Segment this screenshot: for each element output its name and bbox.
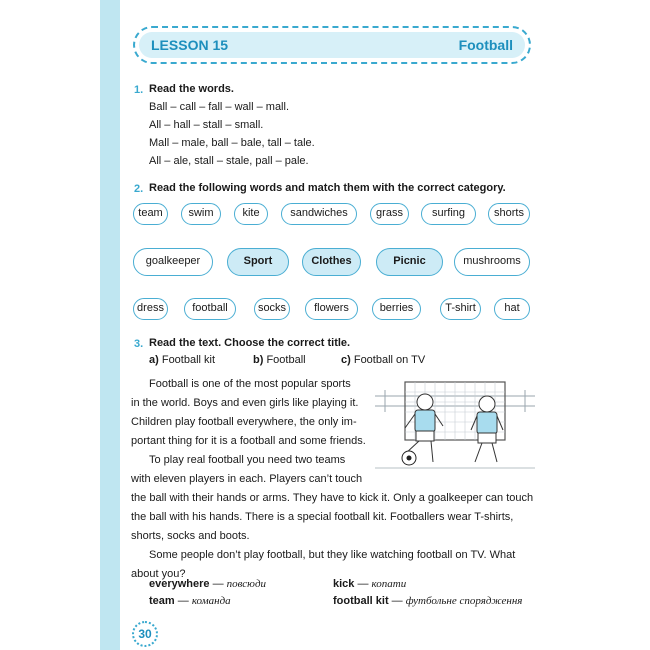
word-pill: berries (372, 298, 421, 320)
exercise-3-title: Read the text. Choose the correct title. (149, 337, 351, 349)
text-line: To play real football you need two teams (149, 454, 346, 466)
text-line: Football is one of the most popular sports (149, 378, 351, 390)
option-a: a) Football kit (149, 354, 216, 366)
word-pill: shorts (488, 203, 530, 225)
glossary-entry: football kit — футбольне спорядження (333, 595, 523, 607)
text-line: with eleven players in each. Players can’t touch (131, 473, 363, 485)
word-pill: grass (370, 203, 409, 225)
text-line: about you? (131, 568, 186, 580)
category-pill-picnic: Picnic (376, 248, 443, 276)
word-pill: surfing (421, 203, 476, 225)
word-pill: sandwiches (281, 203, 357, 225)
text-line: shorts, socks and boots. (131, 530, 250, 542)
glossary-entry: everywhere — повсюди (149, 578, 267, 590)
word-pill: swim (181, 203, 221, 225)
lesson-number: LESSON 15 (151, 37, 229, 53)
side-strip (100, 0, 120, 650)
text-line: the ball with his hands. There is a special football kit. Footballers wear T-shirts, (131, 511, 514, 523)
text-line: the ball with their hands or arms. They have to kick it. Only a goalkeeper can touch (131, 492, 534, 504)
category-pill-clothes: Clothes (302, 248, 361, 276)
exercise-1-line: All – hall – stall – small. (149, 119, 264, 131)
exercise-1-line: All – ale, stall – stale, pall – pale. (149, 155, 309, 167)
lesson-header (133, 26, 531, 64)
exercise-1-title: Read the words. (149, 83, 234, 95)
word-pill: football (184, 298, 236, 320)
word-pill: team (133, 203, 168, 225)
exercise-1-line: Mall – male, ball – bale, tall – tale. (149, 137, 315, 149)
lesson-topic: Football (458, 37, 513, 53)
text-line: Children play football everywhere, the only im- (131, 416, 357, 428)
option-b: b) Football (253, 354, 306, 366)
exercise-2-title: Read the following words and match them with the correct category. (149, 182, 506, 194)
category-pill-sport: Sport (227, 248, 289, 276)
text-line: portant thing for it is a football and some friends. (131, 435, 366, 447)
glossary-entry: kick — копати (333, 578, 407, 590)
page-number: 30 (132, 621, 158, 647)
word-pill: mushrooms (454, 248, 530, 276)
word-pill: goalkeeper (133, 248, 213, 276)
text-line: in the world. Boys and even girls like playing it. (131, 397, 359, 409)
exercise-1-line: Ball – call – fall – wall – mall. (149, 101, 290, 113)
option-c: c) Football on TV (341, 354, 426, 366)
football-illustration (375, 376, 535, 478)
word-pill: dress (133, 298, 168, 320)
exercise-1-number: 1. (134, 84, 144, 96)
text-line: Some people don’t play football, but they like watching football on TV. What (149, 549, 516, 561)
word-pill: T-shirt (440, 298, 481, 320)
word-pill: flowers (305, 298, 358, 320)
exercise-2-number: 2. (134, 183, 144, 195)
word-pill: socks (254, 298, 290, 320)
exercise-3-number: 3. (134, 338, 144, 350)
glossary-entry: team — команда (149, 595, 231, 607)
word-pill: kite (234, 203, 268, 225)
word-pill: hat (494, 298, 530, 320)
